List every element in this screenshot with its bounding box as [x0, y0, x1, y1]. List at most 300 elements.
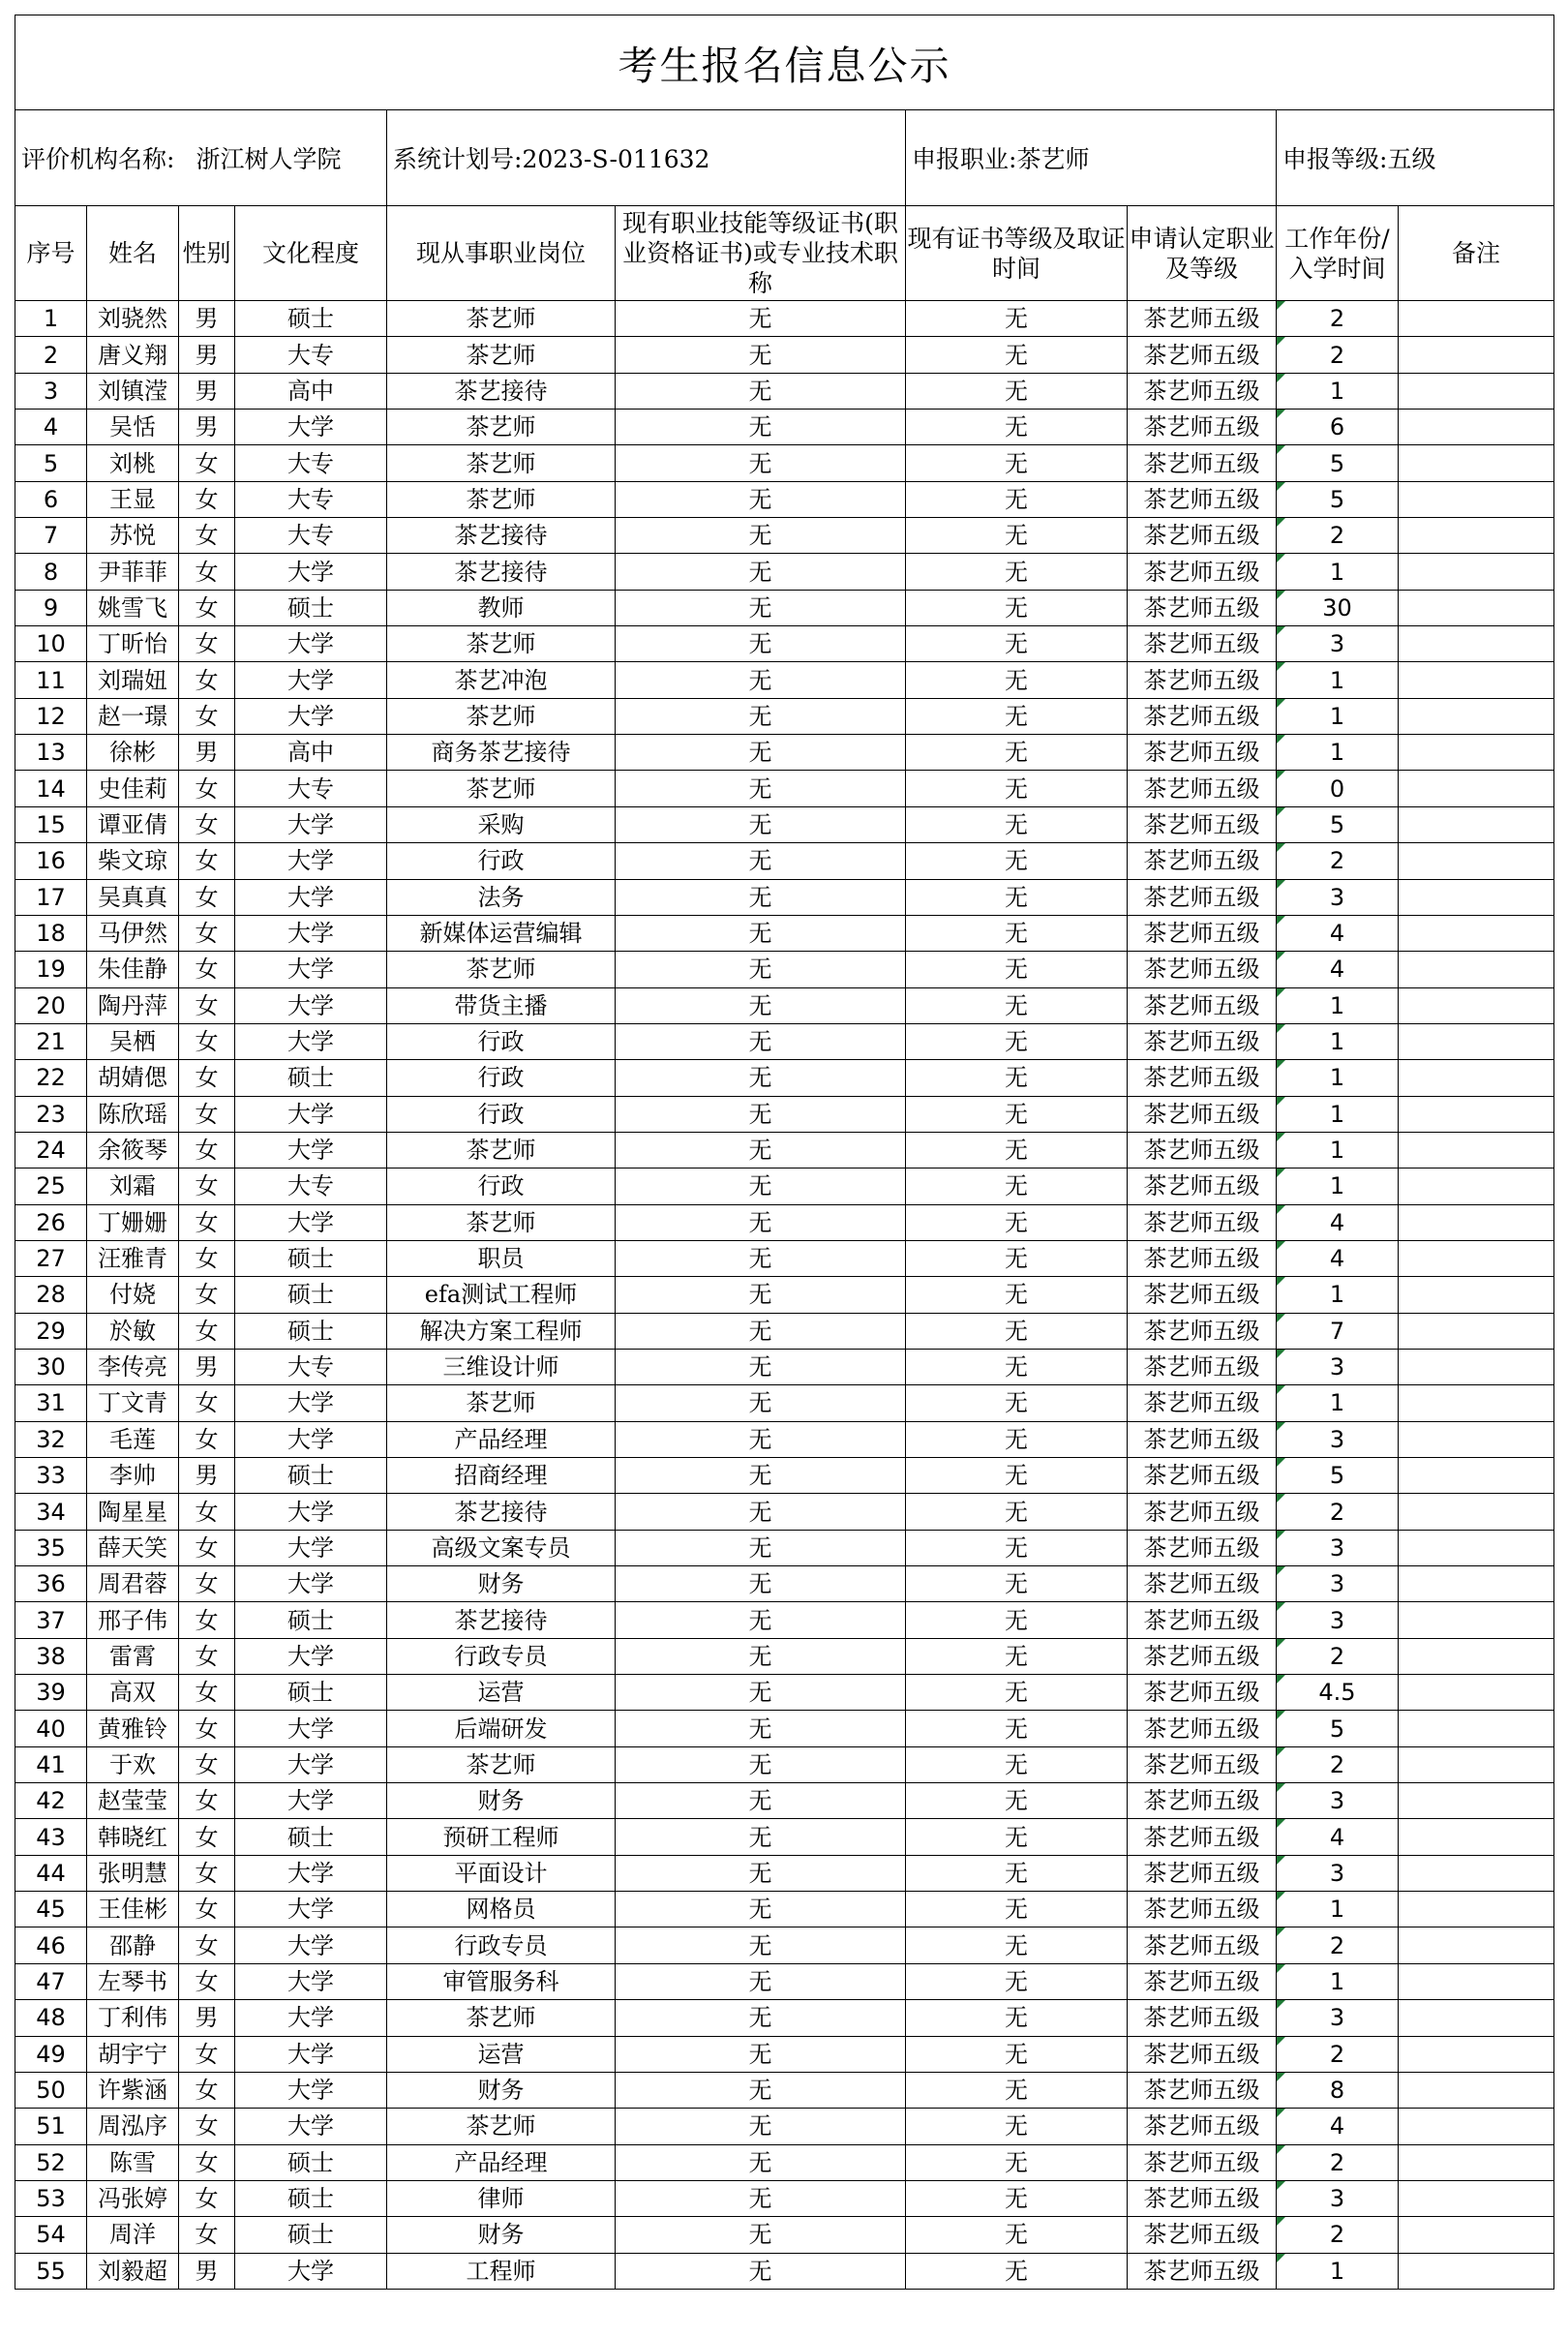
table-row: [15, 1168, 1554, 1204]
index-cell: 30: [15, 1349, 87, 1384]
work-years-cell: 2: [1277, 301, 1399, 337]
job-value: 茶艺师: [1016, 145, 1090, 173]
table-row: [15, 1132, 1554, 1168]
gender-cell: 女: [179, 1711, 235, 1746]
level-label: 申报等级:: [1282, 145, 1388, 173]
education-cell: 大学: [235, 698, 387, 734]
gender-cell: 女: [179, 1675, 235, 1711]
applied-level-cell: 茶艺师五级: [1128, 301, 1277, 337]
index-cell: 42: [15, 1783, 87, 1819]
gender-cell: 女: [179, 1783, 235, 1819]
table-row: [15, 1566, 1554, 1602]
gender-cell: 女: [179, 1421, 235, 1457]
table-row: [15, 445, 1554, 481]
gender-cell: 女: [179, 952, 235, 987]
index-cell: 52: [15, 2144, 87, 2180]
remarks-cell: [1399, 1927, 1554, 1963]
work-years-cell: 3: [1277, 1421, 1399, 1457]
index-cell: 53: [15, 2180, 87, 2216]
current-job-cell: 茶艺师: [387, 410, 616, 445]
gender-cell: 女: [179, 879, 235, 915]
gender-cell: 男: [179, 373, 235, 409]
name-cell: 马伊然: [87, 915, 179, 951]
applied-level-cell: 茶艺师五级: [1128, 2072, 1277, 2108]
work-years-cell: 5: [1277, 1711, 1399, 1746]
certificate-cell: 无: [616, 1855, 906, 1891]
education-cell: 大学: [235, 1927, 387, 1963]
current-job-cell: 高级文案专员: [387, 1530, 616, 1565]
education-cell: 大学: [235, 1746, 387, 1782]
applied-level-cell: 茶艺师五级: [1128, 1240, 1277, 1276]
cert-level-date-cell: 无: [906, 1168, 1128, 1204]
applied-level-cell: 茶艺师五级: [1128, 1783, 1277, 1819]
remarks-cell: [1399, 410, 1554, 445]
work-years-cell: 3: [1277, 1566, 1399, 1602]
current-job-cell: 茶艺接待: [387, 373, 616, 409]
work-years-cell: 0: [1277, 771, 1399, 806]
education-cell: 大专: [235, 771, 387, 806]
cert-level-date-cell: 无: [906, 1675, 1128, 1711]
name-cell: 张明慧: [87, 1855, 179, 1891]
remarks-cell: [1399, 987, 1554, 1023]
index-cell: 3: [15, 373, 87, 409]
col-header-certificate: 现有职业技能等级证书(职业资格证书)或专业技术职称: [616, 206, 906, 301]
table-row: [15, 915, 1554, 951]
gender-cell: 女: [179, 915, 235, 951]
work-years-cell: 4.5: [1277, 1675, 1399, 1711]
gender-cell: 女: [179, 2109, 235, 2144]
applied-level-cell: 茶艺师五级: [1128, 2217, 1277, 2253]
name-cell: 陈欣瑶: [87, 1096, 179, 1132]
remarks-cell: [1399, 337, 1554, 373]
current-job-cell: 运营: [387, 2036, 616, 2072]
remarks-cell: [1399, 1675, 1554, 1711]
index-cell: 29: [15, 1313, 87, 1349]
index-cell: 36: [15, 1566, 87, 1602]
table-row: [15, 590, 1554, 625]
remarks-cell: [1399, 1892, 1554, 1927]
certificate-cell: 无: [616, 445, 906, 481]
table-row: [15, 2144, 1554, 2180]
remarks-cell: [1399, 1602, 1554, 1638]
education-cell: 大学: [235, 626, 387, 662]
work-years-cell: 5: [1277, 806, 1399, 842]
remarks-cell: [1399, 1385, 1554, 1421]
name-cell: 王佳彬: [87, 1892, 179, 1927]
education-cell: 大学: [235, 2072, 387, 2108]
index-cell: 54: [15, 2217, 87, 2253]
gender-cell: 女: [179, 987, 235, 1023]
current-job-cell: 茶艺师: [387, 1746, 616, 1782]
gender-cell: 女: [179, 662, 235, 698]
certificate-cell: 无: [616, 373, 906, 409]
work-years-cell: 1: [1277, 698, 1399, 734]
certificate-cell: 无: [616, 1168, 906, 1204]
gender-cell: 女: [179, 1892, 235, 1927]
index-cell: 1: [15, 301, 87, 337]
education-cell: 大学: [235, 1963, 387, 1999]
index-cell: 5: [15, 445, 87, 481]
remarks-cell: [1399, 2000, 1554, 2036]
name-cell: 陶星星: [87, 1494, 179, 1530]
certificate-cell: 无: [616, 952, 906, 987]
applied-level-cell: 茶艺师五级: [1128, 735, 1277, 771]
current-job-cell: 行政: [387, 843, 616, 879]
index-cell: 32: [15, 1421, 87, 1457]
remarks-cell: [1399, 662, 1554, 698]
table-row: [15, 1927, 1554, 1963]
name-cell: 胡宇宁: [87, 2036, 179, 2072]
applied-level-cell: 茶艺师五级: [1128, 1458, 1277, 1494]
current-job-cell: 行政: [387, 1096, 616, 1132]
table-row: [15, 987, 1554, 1023]
index-cell: 8: [15, 554, 87, 590]
applied-level-cell: 茶艺师五级: [1128, 1313, 1277, 1349]
current-job-cell: 茶艺师: [387, 1132, 616, 1168]
table-row: [15, 1819, 1554, 1855]
table-row: [15, 2253, 1554, 2289]
index-cell: 19: [15, 952, 87, 987]
remarks-cell: [1399, 952, 1554, 987]
education-cell: 硕士: [235, 1602, 387, 1638]
index-cell: 48: [15, 2000, 87, 2036]
gender-cell: 女: [179, 1168, 235, 1204]
name-cell: 周泓序: [87, 2109, 179, 2144]
gender-cell: 女: [179, 2144, 235, 2180]
education-cell: 大专: [235, 1168, 387, 1204]
cert-level-date-cell: 无: [906, 2000, 1128, 2036]
table-row: [15, 1892, 1554, 1927]
remarks-cell: [1399, 2180, 1554, 2216]
table-row: [15, 1060, 1554, 1096]
index-cell: 13: [15, 735, 87, 771]
applied-level-cell: 茶艺师五级: [1128, 1132, 1277, 1168]
current-job-cell: 茶艺冲泡: [387, 662, 616, 698]
name-cell: 周君蓉: [87, 1566, 179, 1602]
cert-level-date-cell: 无: [906, 1711, 1128, 1746]
gender-cell: 女: [179, 1819, 235, 1855]
gender-cell: 女: [179, 2072, 235, 2108]
work-years-cell: 2: [1277, 1927, 1399, 1963]
current-job-cell: 行政: [387, 1168, 616, 1204]
index-cell: 37: [15, 1602, 87, 1638]
index-cell: 27: [15, 1240, 87, 1276]
gender-cell: 女: [179, 2180, 235, 2216]
index-cell: 38: [15, 1638, 87, 1674]
table-row: [15, 1638, 1554, 1674]
plan-value: 2023-S-011632: [522, 145, 710, 173]
index-cell: 11: [15, 662, 87, 698]
current-job-cell: 茶艺师: [387, 626, 616, 662]
index-cell: 47: [15, 1963, 87, 1999]
remarks-cell: [1399, 2072, 1554, 2108]
table-row: [15, 373, 1554, 409]
remarks-cell: [1399, 518, 1554, 554]
applied-level-cell: 茶艺师五级: [1128, 1711, 1277, 1746]
education-cell: 大学: [235, 2036, 387, 2072]
applied-level-cell: 茶艺师五级: [1128, 373, 1277, 409]
index-cell: 24: [15, 1132, 87, 1168]
applied-level-cell: 茶艺师五级: [1128, 1277, 1277, 1313]
education-cell: 大学: [235, 879, 387, 915]
certificate-cell: 无: [616, 1240, 906, 1276]
name-cell: 许紫涵: [87, 2072, 179, 2108]
plan-cell: [387, 110, 906, 206]
work-years-cell: 5: [1277, 481, 1399, 517]
index-cell: 25: [15, 1168, 87, 1204]
applied-level-cell: 茶艺师五级: [1128, 1675, 1277, 1711]
certificate-cell: 无: [616, 337, 906, 373]
certificate-cell: 无: [616, 1023, 906, 1059]
table-row: [15, 1494, 1554, 1530]
cert-level-date-cell: 无: [906, 2109, 1128, 2144]
cert-level-date-cell: 无: [906, 1892, 1128, 1927]
current-job-cell: 茶艺接待: [387, 554, 616, 590]
education-cell: 大学: [235, 2253, 387, 2289]
work-years-cell: 2: [1277, 2144, 1399, 2180]
cert-level-date-cell: 无: [906, 1458, 1128, 1494]
cert-level-date-cell: 无: [906, 1313, 1128, 1349]
applied-level-cell: 茶艺师五级: [1128, 1060, 1277, 1096]
cert-level-date-cell: 无: [906, 771, 1128, 806]
index-cell: 49: [15, 2036, 87, 2072]
education-cell: 高中: [235, 735, 387, 771]
name-cell: 徐彬: [87, 735, 179, 771]
certificate-cell: 无: [616, 1746, 906, 1782]
remarks-cell: [1399, 879, 1554, 915]
work-years-cell: 1: [1277, 1132, 1399, 1168]
current-job-cell: 招商经理: [387, 1458, 616, 1494]
work-years-cell: 3: [1277, 1855, 1399, 1891]
current-job-cell: 财务: [387, 1783, 616, 1819]
index-cell: 46: [15, 1927, 87, 1963]
current-job-cell: 新媒体运营编辑: [387, 915, 616, 951]
certificate-cell: 无: [616, 987, 906, 1023]
education-cell: 大学: [235, 2109, 387, 2144]
certificate-cell: 无: [616, 1204, 906, 1240]
certificate-cell: 无: [616, 1566, 906, 1602]
current-job-cell: 茶艺接待: [387, 1602, 616, 1638]
index-cell: 55: [15, 2253, 87, 2289]
page-title: 考生报名信息公示: [15, 15, 1554, 110]
applied-level-cell: 茶艺师五级: [1128, 1168, 1277, 1204]
name-cell: 於敏: [87, 1313, 179, 1349]
current-job-cell: 法务: [387, 879, 616, 915]
index-cell: 22: [15, 1060, 87, 1096]
certificate-cell: 无: [616, 662, 906, 698]
table-row: [15, 518, 1554, 554]
current-job-cell: 行政: [387, 1023, 616, 1059]
gender-cell: 女: [179, 1530, 235, 1565]
remarks-cell: [1399, 843, 1554, 879]
col-header-index: 序号: [15, 206, 87, 301]
applied-level-cell: 茶艺师五级: [1128, 1421, 1277, 1457]
remarks-cell: [1399, 2144, 1554, 2180]
remarks-cell: [1399, 1855, 1554, 1891]
cert-level-date-cell: 无: [906, 445, 1128, 481]
education-cell: 硕士: [235, 301, 387, 337]
col-header-cert-level-date: 现有证书等级及取证时间: [906, 206, 1128, 301]
certificate-cell: 无: [616, 806, 906, 842]
certificate-cell: 无: [616, 1819, 906, 1855]
work-years-cell: 2: [1277, 1746, 1399, 1782]
gender-cell: 男: [179, 2000, 235, 2036]
work-years-cell: 4: [1277, 2109, 1399, 2144]
remarks-cell: [1399, 590, 1554, 625]
job-label: 申报职业:: [912, 145, 1017, 173]
current-job-cell: 教师: [387, 590, 616, 625]
certificate-cell: 无: [616, 915, 906, 951]
current-job-cell: 茶艺师: [387, 1204, 616, 1240]
plan-label: 系统计划号:: [393, 145, 523, 173]
cert-level-date-cell: 无: [906, 1421, 1128, 1457]
job-cell: [906, 110, 1277, 206]
gender-cell: 女: [179, 806, 235, 842]
current-job-cell: 平面设计: [387, 1855, 616, 1891]
current-job-cell: 财务: [387, 2072, 616, 2108]
table-row: [15, 337, 1554, 373]
applied-level-cell: 茶艺师五级: [1128, 1892, 1277, 1927]
table-row: [15, 1313, 1554, 1349]
name-cell: 尹菲菲: [87, 554, 179, 590]
cert-level-date-cell: 无: [906, 373, 1128, 409]
registration-table: [15, 15, 1554, 2290]
cert-level-date-cell: 无: [906, 1132, 1128, 1168]
work-years-cell: 1: [1277, 662, 1399, 698]
applied-level-cell: 茶艺师五级: [1128, 1023, 1277, 1059]
name-cell: 赵一璟: [87, 698, 179, 734]
applied-level-cell: 茶艺师五级: [1128, 1819, 1277, 1855]
certificate-cell: 无: [616, 1892, 906, 1927]
education-cell: 大学: [235, 1566, 387, 1602]
certificate-cell: 无: [616, 410, 906, 445]
remarks-cell: [1399, 445, 1554, 481]
work-years-cell: 2: [1277, 337, 1399, 373]
applied-level-cell: 茶艺师五级: [1128, 2253, 1277, 2289]
table-row: [15, 2109, 1554, 2144]
gender-cell: 女: [179, 1277, 235, 1313]
gender-cell: 女: [179, 1204, 235, 1240]
applied-level-cell: 茶艺师五级: [1128, 1638, 1277, 1674]
name-cell: 刘毅超: [87, 2253, 179, 2289]
education-cell: 大学: [235, 1132, 387, 1168]
index-cell: 16: [15, 843, 87, 879]
education-cell: 大学: [235, 410, 387, 445]
current-job-cell: 商务茶艺接待: [387, 735, 616, 771]
table-row: [15, 735, 1554, 771]
certificate-cell: 无: [616, 1530, 906, 1565]
applied-level-cell: 茶艺师五级: [1128, 1385, 1277, 1421]
gender-cell: 男: [179, 410, 235, 445]
certificate-cell: 无: [616, 879, 906, 915]
work-years-cell: 1: [1277, 1168, 1399, 1204]
certificate-cell: 无: [616, 2072, 906, 2108]
work-years-cell: 2: [1277, 1494, 1399, 1530]
col-header-name: 姓名: [87, 206, 179, 301]
index-cell: 41: [15, 1746, 87, 1782]
table-row: [15, 410, 1554, 445]
gender-cell: 男: [179, 735, 235, 771]
applied-level-cell: 茶艺师五级: [1128, 626, 1277, 662]
applied-level-cell: 茶艺师五级: [1128, 915, 1277, 951]
col-header-gender: 性别: [179, 206, 235, 301]
name-cell: 柴文琼: [87, 843, 179, 879]
remarks-cell: [1399, 735, 1554, 771]
cert-level-date-cell: 无: [906, 1602, 1128, 1638]
remarks-cell: [1399, 1566, 1554, 1602]
table-row: [15, 2000, 1554, 2036]
certificate-cell: 无: [616, 1421, 906, 1457]
remarks-cell: [1399, 806, 1554, 842]
name-cell: 邵静: [87, 1927, 179, 1963]
work-years-cell: 2: [1277, 2036, 1399, 2072]
certificate-cell: 无: [616, 2036, 906, 2072]
gender-cell: 男: [179, 1349, 235, 1384]
name-cell: 唐义翔: [87, 337, 179, 373]
name-cell: 冯张婷: [87, 2180, 179, 2216]
education-cell: 高中: [235, 373, 387, 409]
certificate-cell: 无: [616, 1458, 906, 1494]
applied-level-cell: 茶艺师五级: [1128, 662, 1277, 698]
index-cell: 39: [15, 1675, 87, 1711]
table-row: [15, 1855, 1554, 1891]
work-years-cell: 3: [1277, 2000, 1399, 2036]
applied-level-cell: 茶艺师五级: [1128, 1746, 1277, 1782]
gender-cell: 女: [179, 1096, 235, 1132]
table-row: [15, 698, 1554, 734]
certificate-cell: 无: [616, 2144, 906, 2180]
name-cell: 邢子伟: [87, 1602, 179, 1638]
registration-sheet: [15, 15, 1553, 2290]
certificate-cell: 无: [616, 2109, 906, 2144]
applied-level-cell: 茶艺师五级: [1128, 1566, 1277, 1602]
remarks-cell: [1399, 481, 1554, 517]
current-job-cell: 茶艺师: [387, 445, 616, 481]
applied-level-cell: 茶艺师五级: [1128, 879, 1277, 915]
remarks-cell: [1399, 1023, 1554, 1059]
index-cell: 10: [15, 626, 87, 662]
remarks-cell: [1399, 2109, 1554, 2144]
education-cell: 大学: [235, 952, 387, 987]
name-cell: 吴栖: [87, 1023, 179, 1059]
certificate-cell: 无: [616, 1132, 906, 1168]
work-years-cell: 5: [1277, 1458, 1399, 1494]
applied-level-cell: 茶艺师五级: [1128, 1602, 1277, 1638]
certificate-cell: 无: [616, 843, 906, 879]
index-cell: 35: [15, 1530, 87, 1565]
certificate-cell: 无: [616, 735, 906, 771]
remarks-cell: [1399, 1819, 1554, 1855]
remarks-cell: [1399, 2036, 1554, 2072]
certificate-cell: 无: [616, 301, 906, 337]
applied-level-cell: 茶艺师五级: [1128, 806, 1277, 842]
current-job-cell: 行政专员: [387, 1927, 616, 1963]
certificate-cell: 无: [616, 2180, 906, 2216]
remarks-cell: [1399, 1313, 1554, 1349]
applied-level-cell: 茶艺师五级: [1128, 445, 1277, 481]
cert-level-date-cell: 无: [906, 1927, 1128, 1963]
cert-level-date-cell: 无: [906, 1060, 1128, 1096]
table-row: [15, 662, 1554, 698]
table-row: [15, 1783, 1554, 1819]
current-job-cell: efa测试工程师: [387, 1277, 616, 1313]
applied-level-cell: 茶艺师五级: [1128, 1349, 1277, 1384]
applied-level-cell: 茶艺师五级: [1128, 481, 1277, 517]
name-cell: 刘骁然: [87, 301, 179, 337]
table-row: [15, 1277, 1554, 1313]
current-job-cell: 茶艺师: [387, 698, 616, 734]
remarks-cell: [1399, 915, 1554, 951]
